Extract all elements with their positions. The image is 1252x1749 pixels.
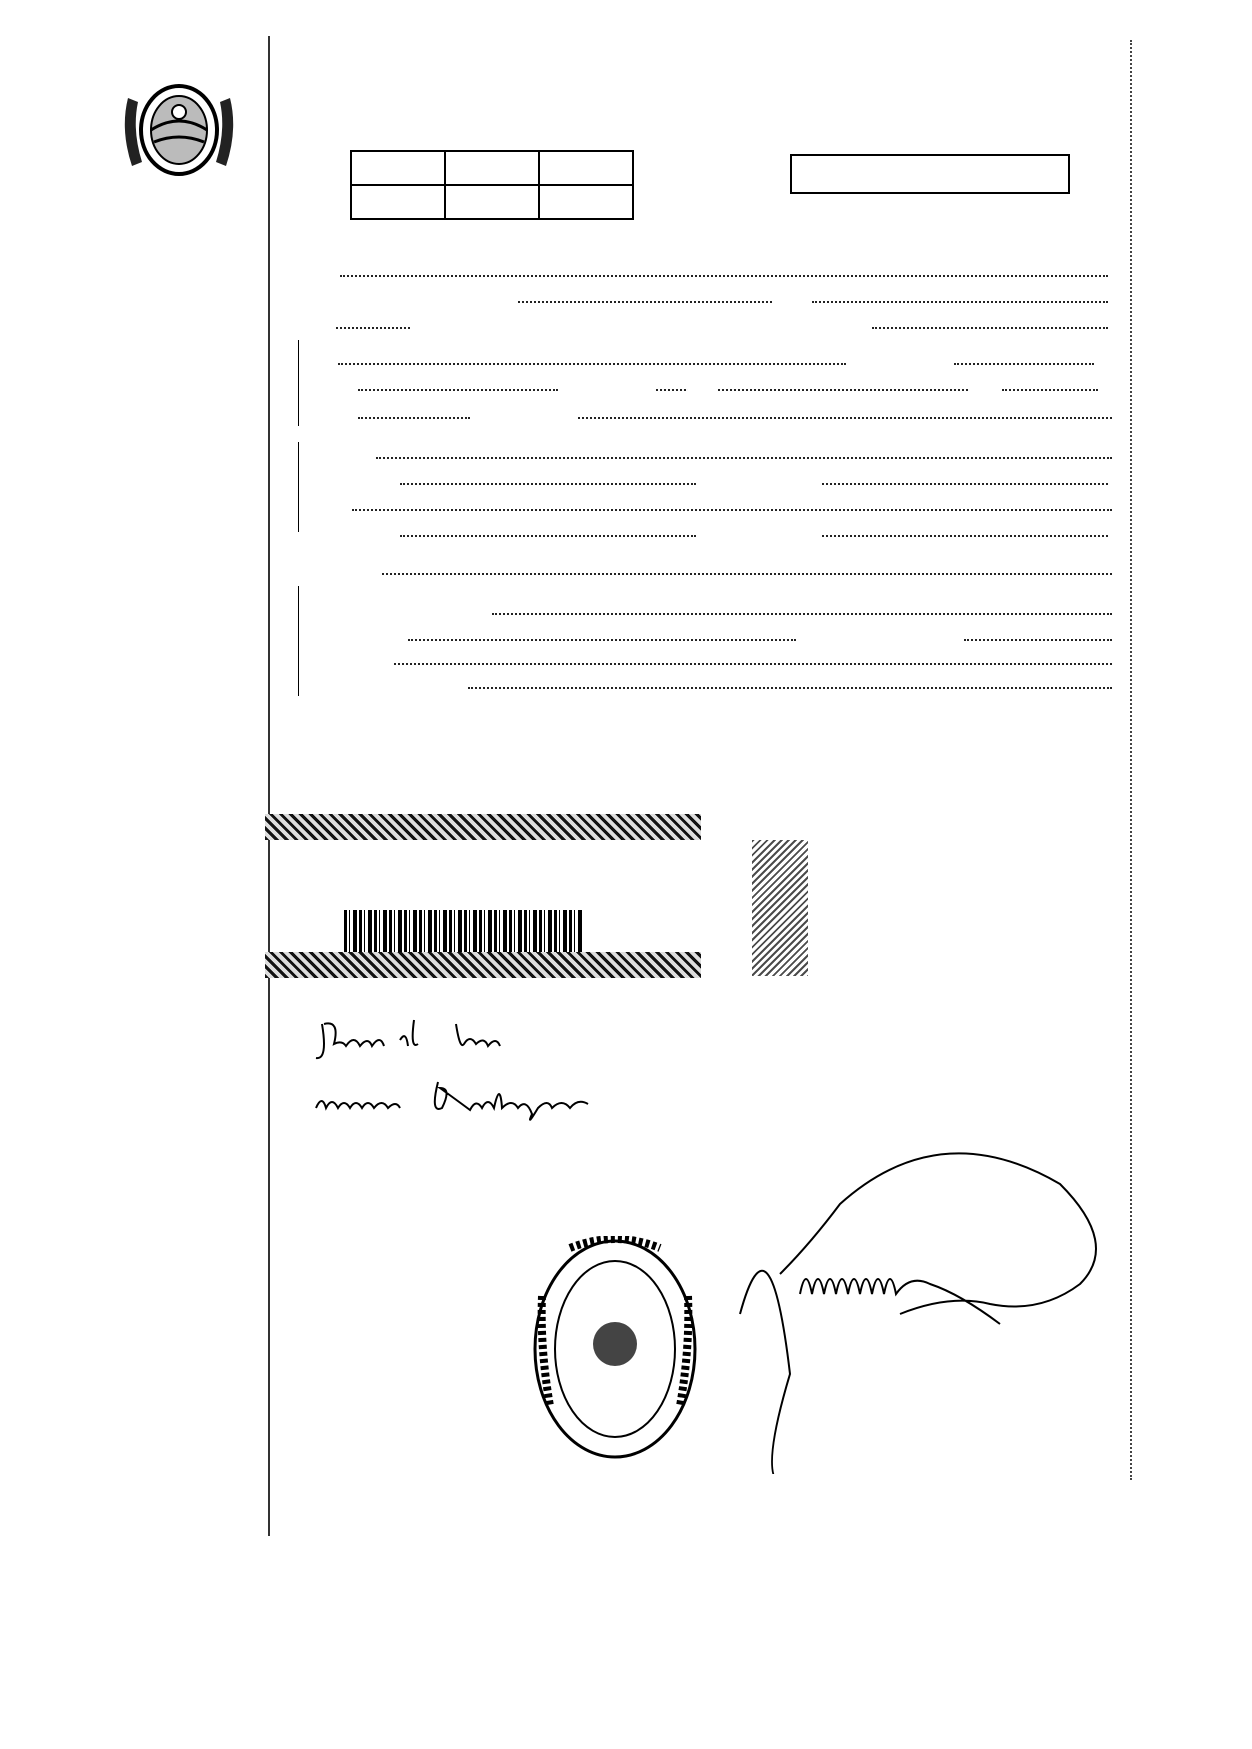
born-name-row	[312, 342, 1112, 368]
record-type-box	[790, 154, 1070, 194]
side-bracket-nacido	[298, 340, 299, 426]
surname-dots	[382, 573, 1112, 575]
father-doc-row	[312, 462, 1112, 488]
born-sex-row	[312, 368, 1112, 394]
acta-value	[445, 185, 539, 219]
left-margin-rule	[268, 36, 270, 1536]
place-dots	[340, 275, 1108, 277]
father-name-row	[312, 436, 1112, 462]
tomo-value	[351, 185, 445, 219]
born-dni-dots	[954, 363, 1094, 365]
mother-nat-dots	[822, 535, 1108, 537]
year-row	[312, 306, 1112, 332]
declarant-doc-dots	[964, 639, 1112, 641]
father-doc-dots	[400, 483, 696, 485]
side-label-padres	[276, 452, 296, 516]
born-month-dots	[718, 389, 968, 391]
capacity-row	[312, 666, 1112, 692]
year-dots	[336, 327, 410, 329]
tomo-header	[351, 151, 445, 185]
born-place-dots	[578, 417, 1112, 419]
mother-doc-dots	[400, 535, 696, 537]
certificate-dots	[492, 613, 1112, 615]
capacity-dots	[468, 687, 1112, 689]
sex-dots	[358, 389, 558, 391]
mother-name-row	[312, 488, 1112, 514]
declarant-row	[312, 618, 1112, 644]
right-margin-rule	[1130, 40, 1133, 1480]
barcode	[344, 910, 584, 952]
mother-doc-row	[312, 514, 1112, 540]
date-month-dots	[812, 301, 1108, 303]
acta-header	[445, 151, 539, 185]
side-label-declarante	[276, 596, 296, 692]
mother-signature	[312, 1074, 612, 1130]
surname-row	[312, 552, 1112, 578]
place-row	[312, 254, 1112, 280]
security-band-top	[265, 814, 701, 840]
registry-table	[350, 150, 634, 220]
declarant-dots	[408, 639, 796, 641]
hologram-stamp	[752, 840, 808, 976]
mother-name-dots	[352, 509, 1112, 511]
born-name-dots	[338, 363, 846, 365]
anio-value	[539, 185, 633, 219]
domicile-row	[312, 642, 1112, 668]
date-row	[312, 280, 1112, 306]
side-label-nacido	[276, 354, 296, 418]
certificate-row	[312, 592, 1112, 618]
anio-header	[539, 151, 633, 185]
hospital-seal	[530, 1236, 700, 1462]
date-day-dots	[518, 301, 772, 303]
side-bracket-padres	[298, 442, 299, 532]
father-signature	[310, 1010, 570, 1070]
born-day-dots	[656, 389, 686, 391]
time-dots	[358, 417, 470, 419]
father-nat-dots	[822, 483, 1108, 485]
born-year-dots	[1002, 389, 1098, 391]
side-bracket-declarante	[298, 586, 299, 696]
father-name-dots	[376, 457, 1112, 459]
officer-signature	[700, 1144, 1120, 1474]
domicile-dots	[394, 663, 1112, 665]
born-time-row	[312, 396, 1112, 422]
provincial-shield-logo	[118, 78, 240, 180]
security-band-bottom	[265, 952, 701, 978]
record-dots	[872, 327, 1108, 329]
